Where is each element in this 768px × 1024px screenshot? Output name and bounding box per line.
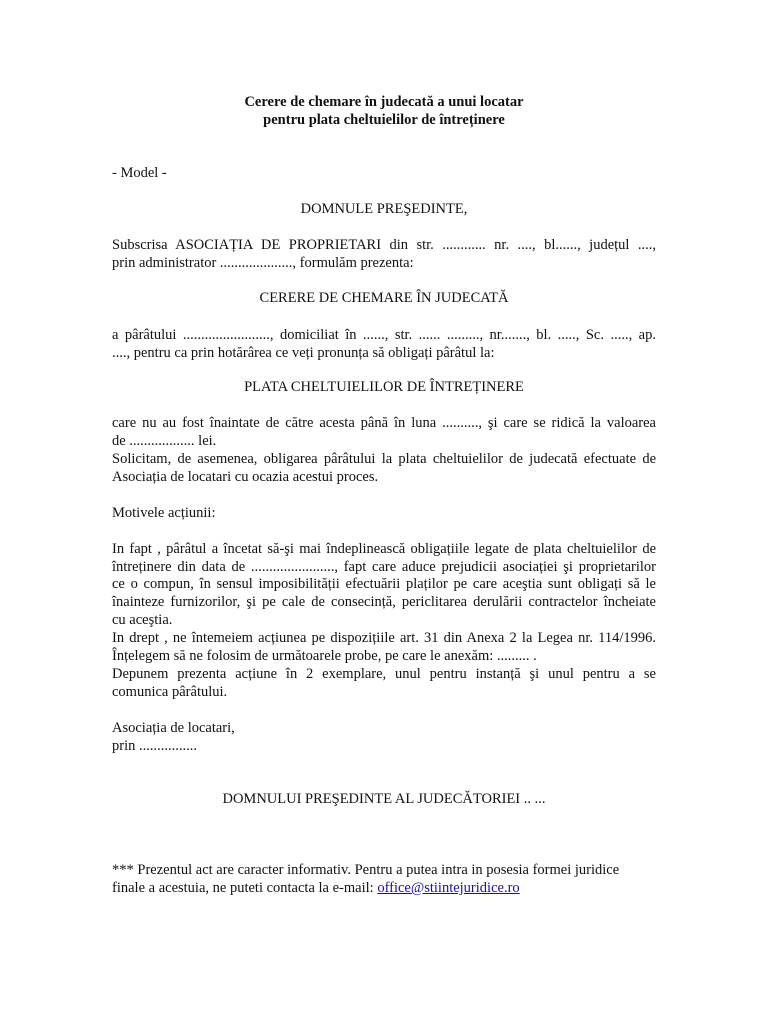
signature-line-2: prin ................ <box>112 738 197 754</box>
heading-request: CERERE DE CHEMARE ÎN JUDECATĂ <box>259 290 509 306</box>
heading-payment: PLATA CHELTUIELILOR DE ÎNTREȚINERE <box>244 379 524 395</box>
signature-line-1: Asociația de locatari, <box>112 720 235 736</box>
footer-line-1: *** Prezentul act are caracter informativ. Pentru a putea intra in posesia formei juridice <box>112 862 620 878</box>
payment-line-2: de .................. lei. <box>112 433 217 449</box>
intro-line-2: prin administrator ...................., formulăm prezenta: <box>112 255 414 271</box>
motives-line-4: înainteze furnizorilor, şi pe cale de consecință, periclitarea derulării contractelor încheiate <box>112 594 656 610</box>
model-label: - Model - <box>112 165 167 181</box>
payment-line-4: Asociația de locatari cu ocazia acestui proces. <box>112 469 379 485</box>
document-title-line-2: pentru plata cheltuielilor de întreținere <box>263 112 505 128</box>
court-address: DOMNULUI PREŞEDINTE AL JUDECĂTORIEI .. ... <box>222 791 546 807</box>
defendant-line-2: ...., pentru ca prin hotărârea ce veți pronunța să obligați pârâtul la: <box>112 345 495 361</box>
motives-line-8: Depunem prezenta acțiune în 2 exemplare, unul pentru instanță şi unul pentru a se <box>112 666 656 682</box>
intro-line-1: Subscrisa ASOCIAȚIA DE PROPRIETARI din str. ............ nr. ...., bl......, județul ...., <box>112 237 656 253</box>
motives-line-9: comunica pârâtului. <box>112 684 228 700</box>
defendant-line-1: a pârâtului ........................, domiciliat în ......, str. ...... ........., nr......., bl. ....., Sc. ....., ap. <box>112 327 656 343</box>
motives-line-7: Înțelegem să ne folosim de următoarele probe, pe care le anexăm: ......... . <box>112 648 537 664</box>
email-link[interactable]: office@stiintejuridice.ro <box>377 880 520 896</box>
payment-line-3: Solicitam, de asemenea, obligarea pârâtului la plata cheltuielilor de judecată efectuate de <box>112 451 656 467</box>
motives-line-6: In drept , ne întemeiem acțiunea pe dispozițiile art. 31 din Anexa 2 la Legea nr. 114/1996. <box>112 630 656 646</box>
motives-line-5: cu aceştia. <box>112 612 173 628</box>
document-page <box>112 0 656 1024</box>
motives-line-1: In fapt , pârâtul a încetat să-şi mai îndeplinească obligațiile legate de plata cheltuielilor de <box>112 541 656 557</box>
motives-label: Motivele acțiunii: <box>112 505 216 521</box>
document-title-line-1: Cerere de chemare în judecată a unui locatar <box>244 94 524 110</box>
footer-line-2-text: finale a acestuia, ne puteti contacta la e-mail: <box>112 880 378 896</box>
motives-line-2: întreținere din data de ......................., fapt care aduce prejudicii asociației şi proprietarilor <box>112 559 656 575</box>
footer-line-2 <box>112 879 656 897</box>
motives-line-3: ce o compun, în sensul imposibilității efectuării plaților pe care aceştia sunt obligați să le <box>112 576 656 592</box>
salutation: DOMNULE PREŞEDINTE, <box>300 201 468 217</box>
payment-line-1: care nu au fost înaintate de către acesta până în luna .........., şi care se ridică la valoarea <box>112 415 656 431</box>
